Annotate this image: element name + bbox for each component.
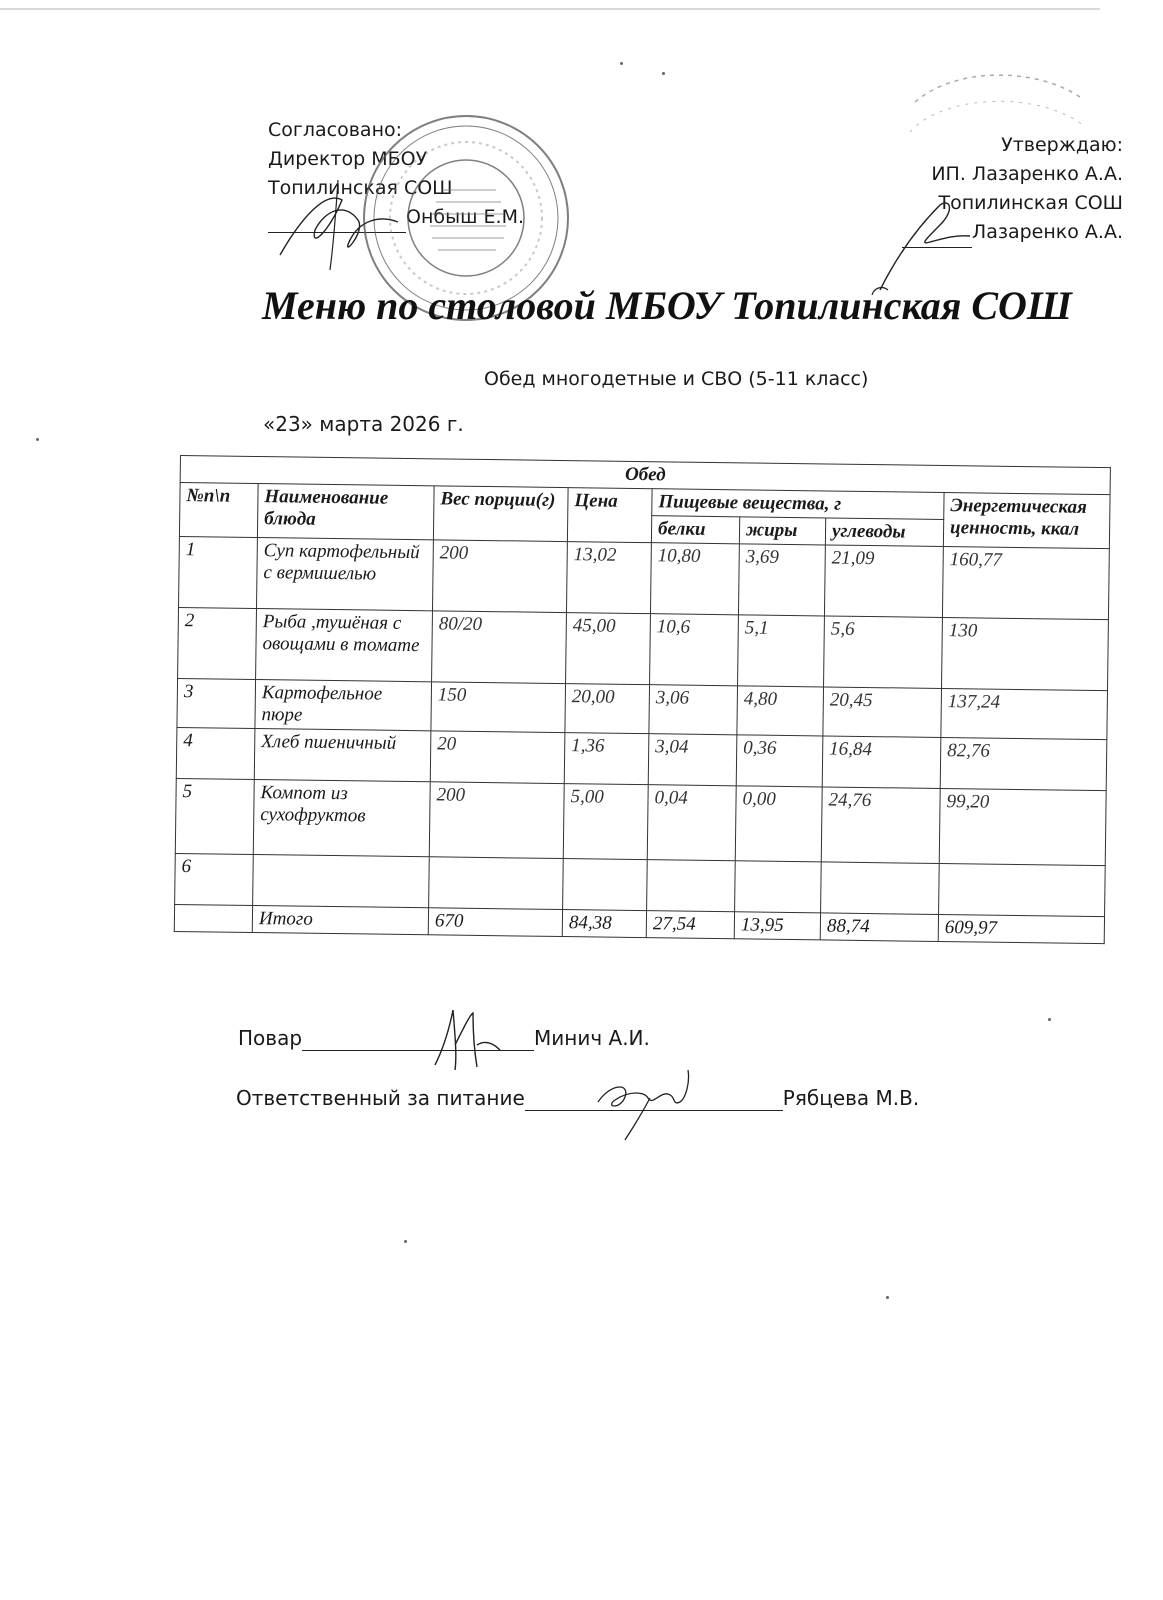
total-label: Итого xyxy=(252,905,428,934)
approval-left-label: Согласовано: xyxy=(268,119,403,141)
cell-energy: 160,77 xyxy=(942,547,1109,620)
cell-energy: 137,24 xyxy=(941,688,1108,739)
header-num: №п\п xyxy=(179,483,258,538)
cell-name: Суп картофельный с вермишелью xyxy=(256,538,433,611)
table-row xyxy=(178,607,1109,690)
total-carbs: 88,74 xyxy=(820,913,938,942)
cell-protein: 10,6 xyxy=(650,614,739,686)
page-subtitle: Обед многодетные и СВО (5-11 класс) xyxy=(484,368,869,390)
cell-fat: 0,00 xyxy=(735,786,822,862)
table-caption: Обед xyxy=(180,456,1110,495)
scan-speckle xyxy=(36,438,39,441)
scan-speckle xyxy=(886,1296,889,1299)
cell-carbs: 5,6 xyxy=(824,616,943,689)
cell-num: 1 xyxy=(179,536,258,608)
approval-left-position: Директор МБОУ xyxy=(268,148,428,170)
cell-num: 6 xyxy=(175,853,254,905)
approval-left-name: Онбыш Е.М. xyxy=(406,206,524,228)
cell-fat: 3,69 xyxy=(738,544,825,616)
menu-table xyxy=(174,455,1111,944)
cell-price xyxy=(563,859,648,911)
scan-speckle xyxy=(1048,1018,1051,1021)
cell-price: 5,00 xyxy=(563,784,648,860)
header-nutrients: Пищевые вещества, г xyxy=(652,489,944,520)
cell-weight: 150 xyxy=(431,682,566,733)
total-energy: 609,97 xyxy=(938,914,1104,943)
cell-num: 3 xyxy=(177,678,256,728)
scan-speckle xyxy=(404,1240,407,1243)
approval-right-org: Топилинская СОШ xyxy=(938,192,1123,214)
cell-carbs: 16,84 xyxy=(822,736,941,789)
cell-name: Картофельное пюре xyxy=(255,680,432,731)
table-row xyxy=(175,778,1106,865)
cell-weight: 200 xyxy=(429,782,564,859)
cook-label: Повар xyxy=(238,1026,303,1050)
cell-name: Хлеб пшеничный xyxy=(254,729,431,782)
cell-carbs: 24,76 xyxy=(821,787,940,864)
approval-right-name: Лазаренко А.А. xyxy=(971,221,1123,243)
header-price: Цена xyxy=(567,488,652,543)
cell-protein: 10,80 xyxy=(650,543,739,615)
cell-price: 20,00 xyxy=(565,684,650,734)
cell-name: Рыба ,тушёная с овощами в томате xyxy=(256,609,433,682)
responsible-signature-line xyxy=(236,1086,919,1111)
total-protein: 27,54 xyxy=(646,911,734,939)
header-carbs: углеводы xyxy=(825,518,943,547)
responsible-label: Ответственный за питание xyxy=(236,1086,525,1110)
cell-fat: 4,80 xyxy=(737,686,824,736)
cell-num: 5 xyxy=(175,778,254,854)
page-title: Меню по столовой МБОУ Топилинская СОШ xyxy=(262,283,1072,328)
header-name: Наименование блюда xyxy=(257,484,434,540)
cell-name: Компот из сухофруктов xyxy=(253,779,430,856)
total-weight: 670 xyxy=(428,908,562,937)
responsible-name: Рябцева М.В. xyxy=(782,1086,920,1110)
cell-weight: 20 xyxy=(430,731,565,784)
cell-protein: 3,06 xyxy=(649,685,738,735)
cell-name xyxy=(253,854,430,907)
cell-weight: 80/20 xyxy=(432,611,567,684)
cell-protein: 3,04 xyxy=(648,734,737,786)
header-energy: Энергетическая ценность, ккал xyxy=(943,493,1110,549)
total-fat: 13,95 xyxy=(734,912,820,940)
cell-price: 1,36 xyxy=(564,733,649,785)
responsible-signature xyxy=(590,1062,700,1142)
scan-speckle xyxy=(662,72,665,75)
approval-left-org: Топилинская СОШ xyxy=(268,177,453,199)
cell-price: 13,02 xyxy=(566,542,651,614)
cell-price: 45,00 xyxy=(566,613,651,685)
approval-right-position: ИП. Лазаренко А.А. xyxy=(931,163,1123,185)
cook-signature xyxy=(425,1005,505,1075)
cell-energy: 99,20 xyxy=(939,788,1106,865)
header-fat: жиры xyxy=(739,517,825,545)
cell-num: 4 xyxy=(176,727,255,779)
cell-carbs xyxy=(821,862,940,915)
cell-weight xyxy=(429,857,564,910)
cell-protein xyxy=(647,860,736,912)
cell-energy: 82,76 xyxy=(940,737,1107,790)
scan-edge-line xyxy=(0,8,1100,10)
cell-energy: 130 xyxy=(942,617,1109,690)
cell-weight: 200 xyxy=(432,540,567,613)
scan-speckle xyxy=(620,62,623,65)
cell-num: 2 xyxy=(178,607,257,679)
cell-fat: 0,36 xyxy=(736,735,823,787)
approval-right-label: Утверждаю: xyxy=(1001,134,1123,156)
secondary-stamp-mark xyxy=(895,62,1095,232)
header-weight: Вес порции(г) xyxy=(433,486,568,542)
cell-energy xyxy=(939,863,1106,916)
cook-name: Минич А.И. xyxy=(534,1026,650,1050)
cell-fat xyxy=(735,861,822,913)
table-row xyxy=(179,536,1110,619)
cell-protein: 0,04 xyxy=(647,785,736,861)
cell-fat: 5,1 xyxy=(738,615,825,687)
header-protein: белки xyxy=(651,516,739,544)
total-price: 84,38 xyxy=(562,910,646,938)
cell-carbs: 21,09 xyxy=(824,545,943,618)
menu-date: «23» марта 2026 г. xyxy=(263,412,464,436)
director-signature xyxy=(270,160,410,280)
cell-num xyxy=(174,904,252,932)
cell-carbs: 20,45 xyxy=(823,687,942,738)
